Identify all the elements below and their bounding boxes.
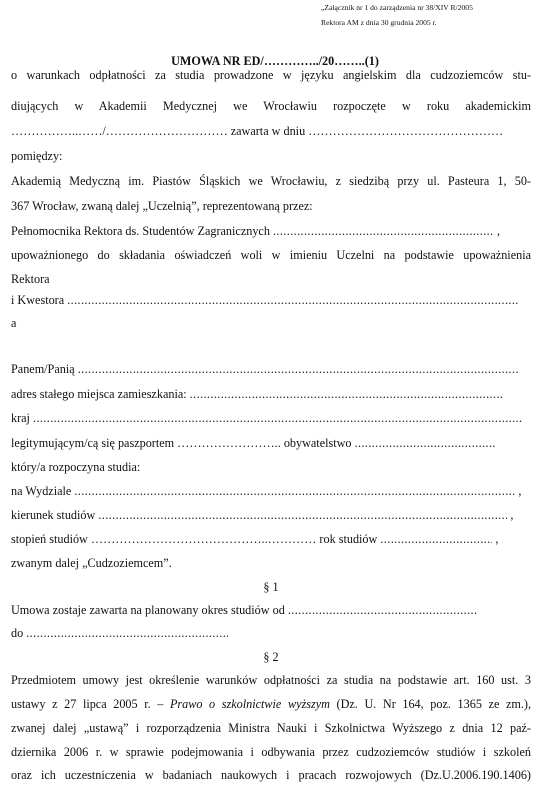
starting-studies-label: który/a rozpoczyna studia:: [11, 460, 141, 474]
country-label: kraj: [11, 411, 30, 425]
intro-line-3: [11, 124, 503, 139]
country-line: [11, 411, 522, 426]
section-2-line-1: Przedmiotem umowy jest określenie warunków odpłatności za studia na podstawie art. 160 ust. 3: [11, 673, 531, 687]
plenipotentiary-label: Pełnomocnika Rektora ds. Studentów Zagranicznych: [11, 224, 270, 238]
authorization-line: upoważnionego do składania oświadczeń woli w imieniu Uczelni na podstawie upoważnienia: [11, 248, 531, 262]
passport-line: [11, 436, 495, 451]
address-blank[interactable]: [190, 387, 502, 402]
field-label: kierunek studiów: [11, 508, 96, 522]
mr-mrs-label: Panem/Panią: [11, 362, 75, 376]
period-from-blank[interactable]: [288, 603, 478, 618]
between-label: pomiędzy:: [11, 149, 63, 163]
law-title: Prawo o szkolnictwie wyższym: [169, 697, 330, 711]
concluded-on-label: zawarta w dniu: [230, 124, 306, 138]
section-2-line-2: ustawy z 27 lipca 2005 r. – Prawo o szkolnictwie wyższym (Dz. U. Nr 164, poz. 1365 ze zm.),: [11, 697, 531, 711]
address-label: adres stałego miejsca zamieszkania:: [11, 387, 187, 401]
contract-title: UMOWA NR ED/…………../20……..(1): [171, 54, 379, 68]
level-blank[interactable]: ……………………………………..…………: [90, 532, 317, 546]
section-1-line-2: [11, 626, 228, 641]
plenipotentiary-blank[interactable]: [273, 224, 494, 239]
conclusion-date-blank[interactable]: …………………………………………: [308, 124, 504, 138]
section-2-line-3: zwanej dalej „ustawą” i rozporządzenia Ministra Nauki i Szkolnictwa Wyższego z dnia 12 paź-: [11, 721, 531, 735]
section-2-line-4: dziernika 2006 r. w sprawie podejmowania i odbywania przez cudzoziemców studiów i szkoleń: [11, 745, 531, 759]
period-label: Umowa zostaje zawarta na planowany okres studiów od: [11, 603, 285, 617]
citizenship-label: obywatelstwo: [283, 436, 352, 450]
quaestor-blank[interactable]: [67, 293, 519, 308]
intro-line-2: diujących w Akademii Medycznej we Wrocławiu rozpoczęte w roku akademickim: [11, 99, 531, 113]
rector-label: Rektora: [11, 272, 50, 286]
level-label: stopień studiów: [11, 532, 88, 546]
passport-blank[interactable]: ……………………..: [177, 436, 281, 450]
citizenship-blank[interactable]: [355, 436, 495, 451]
mr-mrs-line: [11, 362, 518, 377]
university-line-2: 367 Wrocław, zwaną dalej „Uczelnią”, reprezentowaną przez:: [11, 199, 313, 213]
level-line: stopień studiów ……………………………………..………… rok studiów ..... ,: [11, 532, 498, 547]
quaestor-label: i Kwestora: [11, 293, 65, 307]
annex-note: „Załącznik nr 1 do zarządzenia nr 38/XIV R/2005: [321, 3, 473, 12]
address-line: [11, 387, 502, 402]
academic-year-blank[interactable]: ……………..……/…………………………: [11, 124, 228, 138]
year-label: rok studiów: [319, 532, 378, 546]
section-2-heading: § 2: [263, 650, 279, 664]
year-blank[interactable]: [380, 532, 492, 547]
section-1-heading: § 1: [263, 580, 279, 594]
country-blank[interactable]: [33, 411, 522, 426]
faculty-blank[interactable]: [74, 484, 515, 499]
and-label: a: [11, 316, 17, 330]
faculty-line: na Wydziale ..... ,: [11, 484, 521, 499]
passport-label: legitymującym/cą się paszportem: [11, 436, 175, 450]
student-name-blank[interactable]: [78, 362, 518, 377]
university-line-1: Akademią Medyczną im. Piastów Śląskich we Wrocławiu, z siedzibą przy ul. Pasteura 1, 50-: [11, 174, 531, 188]
faculty-label: na Wydziale: [11, 484, 72, 498]
quaestor-line: [11, 293, 519, 308]
period-to-blank[interactable]: [26, 626, 228, 641]
field-blank[interactable]: [98, 508, 507, 523]
period-to-label: do: [11, 626, 24, 640]
section-1-line-1: [11, 603, 478, 618]
called-foreigner-label: zwanym dalej „Cudzoziemcem”.: [11, 556, 172, 570]
intro-line-1: o warunkach odpłatności za studia prowadzone w języku angielskim dla cudzoziemców stu-: [11, 68, 531, 82]
section-2-line-5: oraz ich uczestniczenia w badaniach naukowych i pracach rozwojowych (Dz.U.2006.190.1406): [11, 768, 531, 782]
rector-date-note: Rektora AM z dnia 30 grudnia 2005 r.: [321, 18, 437, 27]
field-line: kierunek studiów ..... ,: [11, 508, 513, 523]
plenipotentiary-line: Pełnomocnika Rektora ds. Studentów Zagranicznych ..... ,: [11, 224, 500, 239]
